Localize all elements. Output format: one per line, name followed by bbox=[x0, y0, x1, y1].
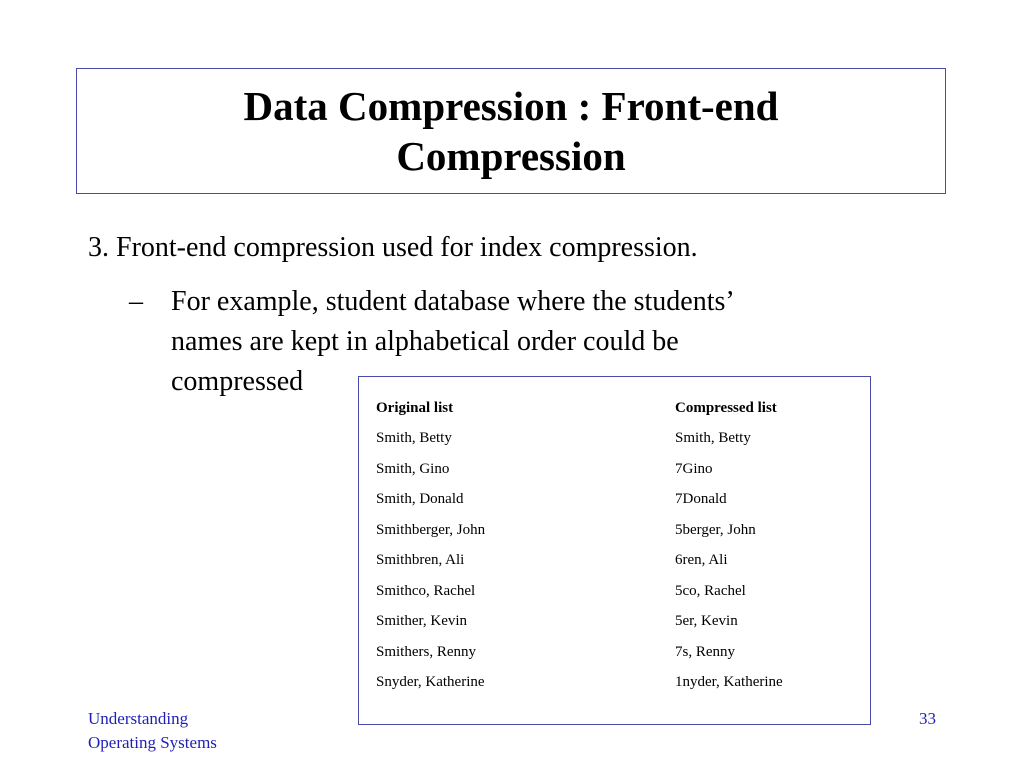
page-number: 33 bbox=[919, 709, 936, 728]
sub-bullet-line: names are kept in alphabetical order could be bbox=[171, 326, 679, 357]
compressed-cell: 1nyder, Katherine bbox=[675, 674, 783, 691]
original-cell: Snyder, Katherine bbox=[376, 674, 485, 691]
main-bullet: 3. Front-end compression used for index compression. bbox=[88, 232, 698, 263]
compressed-cell: 5er, Kevin bbox=[675, 613, 738, 630]
compression-table bbox=[376, 393, 783, 698]
compressed-cell: Smith, Betty bbox=[675, 430, 751, 447]
sub-bullet-line: For example, student database where the students’ bbox=[171, 286, 735, 317]
original-cell: Smithco, Rachel bbox=[376, 582, 476, 599]
original-cell: Smith, Gino bbox=[376, 460, 450, 477]
compressed-cell: 6ren, Ali bbox=[675, 552, 728, 569]
table-row bbox=[376, 668, 783, 699]
header-original-list: Original list bbox=[376, 399, 454, 416]
table-row bbox=[376, 485, 783, 516]
table-row bbox=[376, 637, 783, 668]
header-compressed-list: Compressed list bbox=[675, 399, 777, 416]
footer-course-title bbox=[88, 707, 217, 755]
original-cell: Smithers, Renny bbox=[376, 643, 476, 660]
compressed-cell: 5co, Rachel bbox=[675, 582, 746, 599]
original-cell: Smith, Betty bbox=[376, 430, 452, 447]
table-row bbox=[376, 576, 783, 607]
footer-line: Understanding bbox=[88, 709, 189, 728]
compressed-cell: 5berger, John bbox=[675, 521, 756, 538]
original-cell: Smither, Kevin bbox=[376, 613, 468, 630]
table-row bbox=[376, 607, 783, 638]
original-cell: Smithberger, John bbox=[376, 521, 486, 538]
table-row bbox=[376, 546, 783, 577]
sub-bullet-dash: – bbox=[129, 286, 143, 317]
table-row bbox=[376, 424, 783, 455]
original-cell: Smith, Donald bbox=[376, 491, 464, 508]
title-box bbox=[76, 68, 946, 194]
compressed-cell: 7Gino bbox=[675, 460, 713, 477]
compressed-cell: 7s, Renny bbox=[675, 643, 735, 660]
compression-table-box bbox=[358, 376, 871, 725]
table-row bbox=[376, 454, 783, 485]
sub-bullet-line: compressed bbox=[171, 366, 304, 397]
slide-title-line-1: Data Compression : Front-end bbox=[243, 83, 779, 129]
compressed-cell: 7Donald bbox=[675, 491, 727, 508]
footer-line: Operating Systems bbox=[88, 733, 217, 752]
slide-title-line-2: Compression bbox=[396, 133, 626, 179]
table-header-row bbox=[376, 393, 783, 424]
original-cell: Smithbren, Ali bbox=[376, 552, 465, 569]
table-row bbox=[376, 515, 783, 546]
